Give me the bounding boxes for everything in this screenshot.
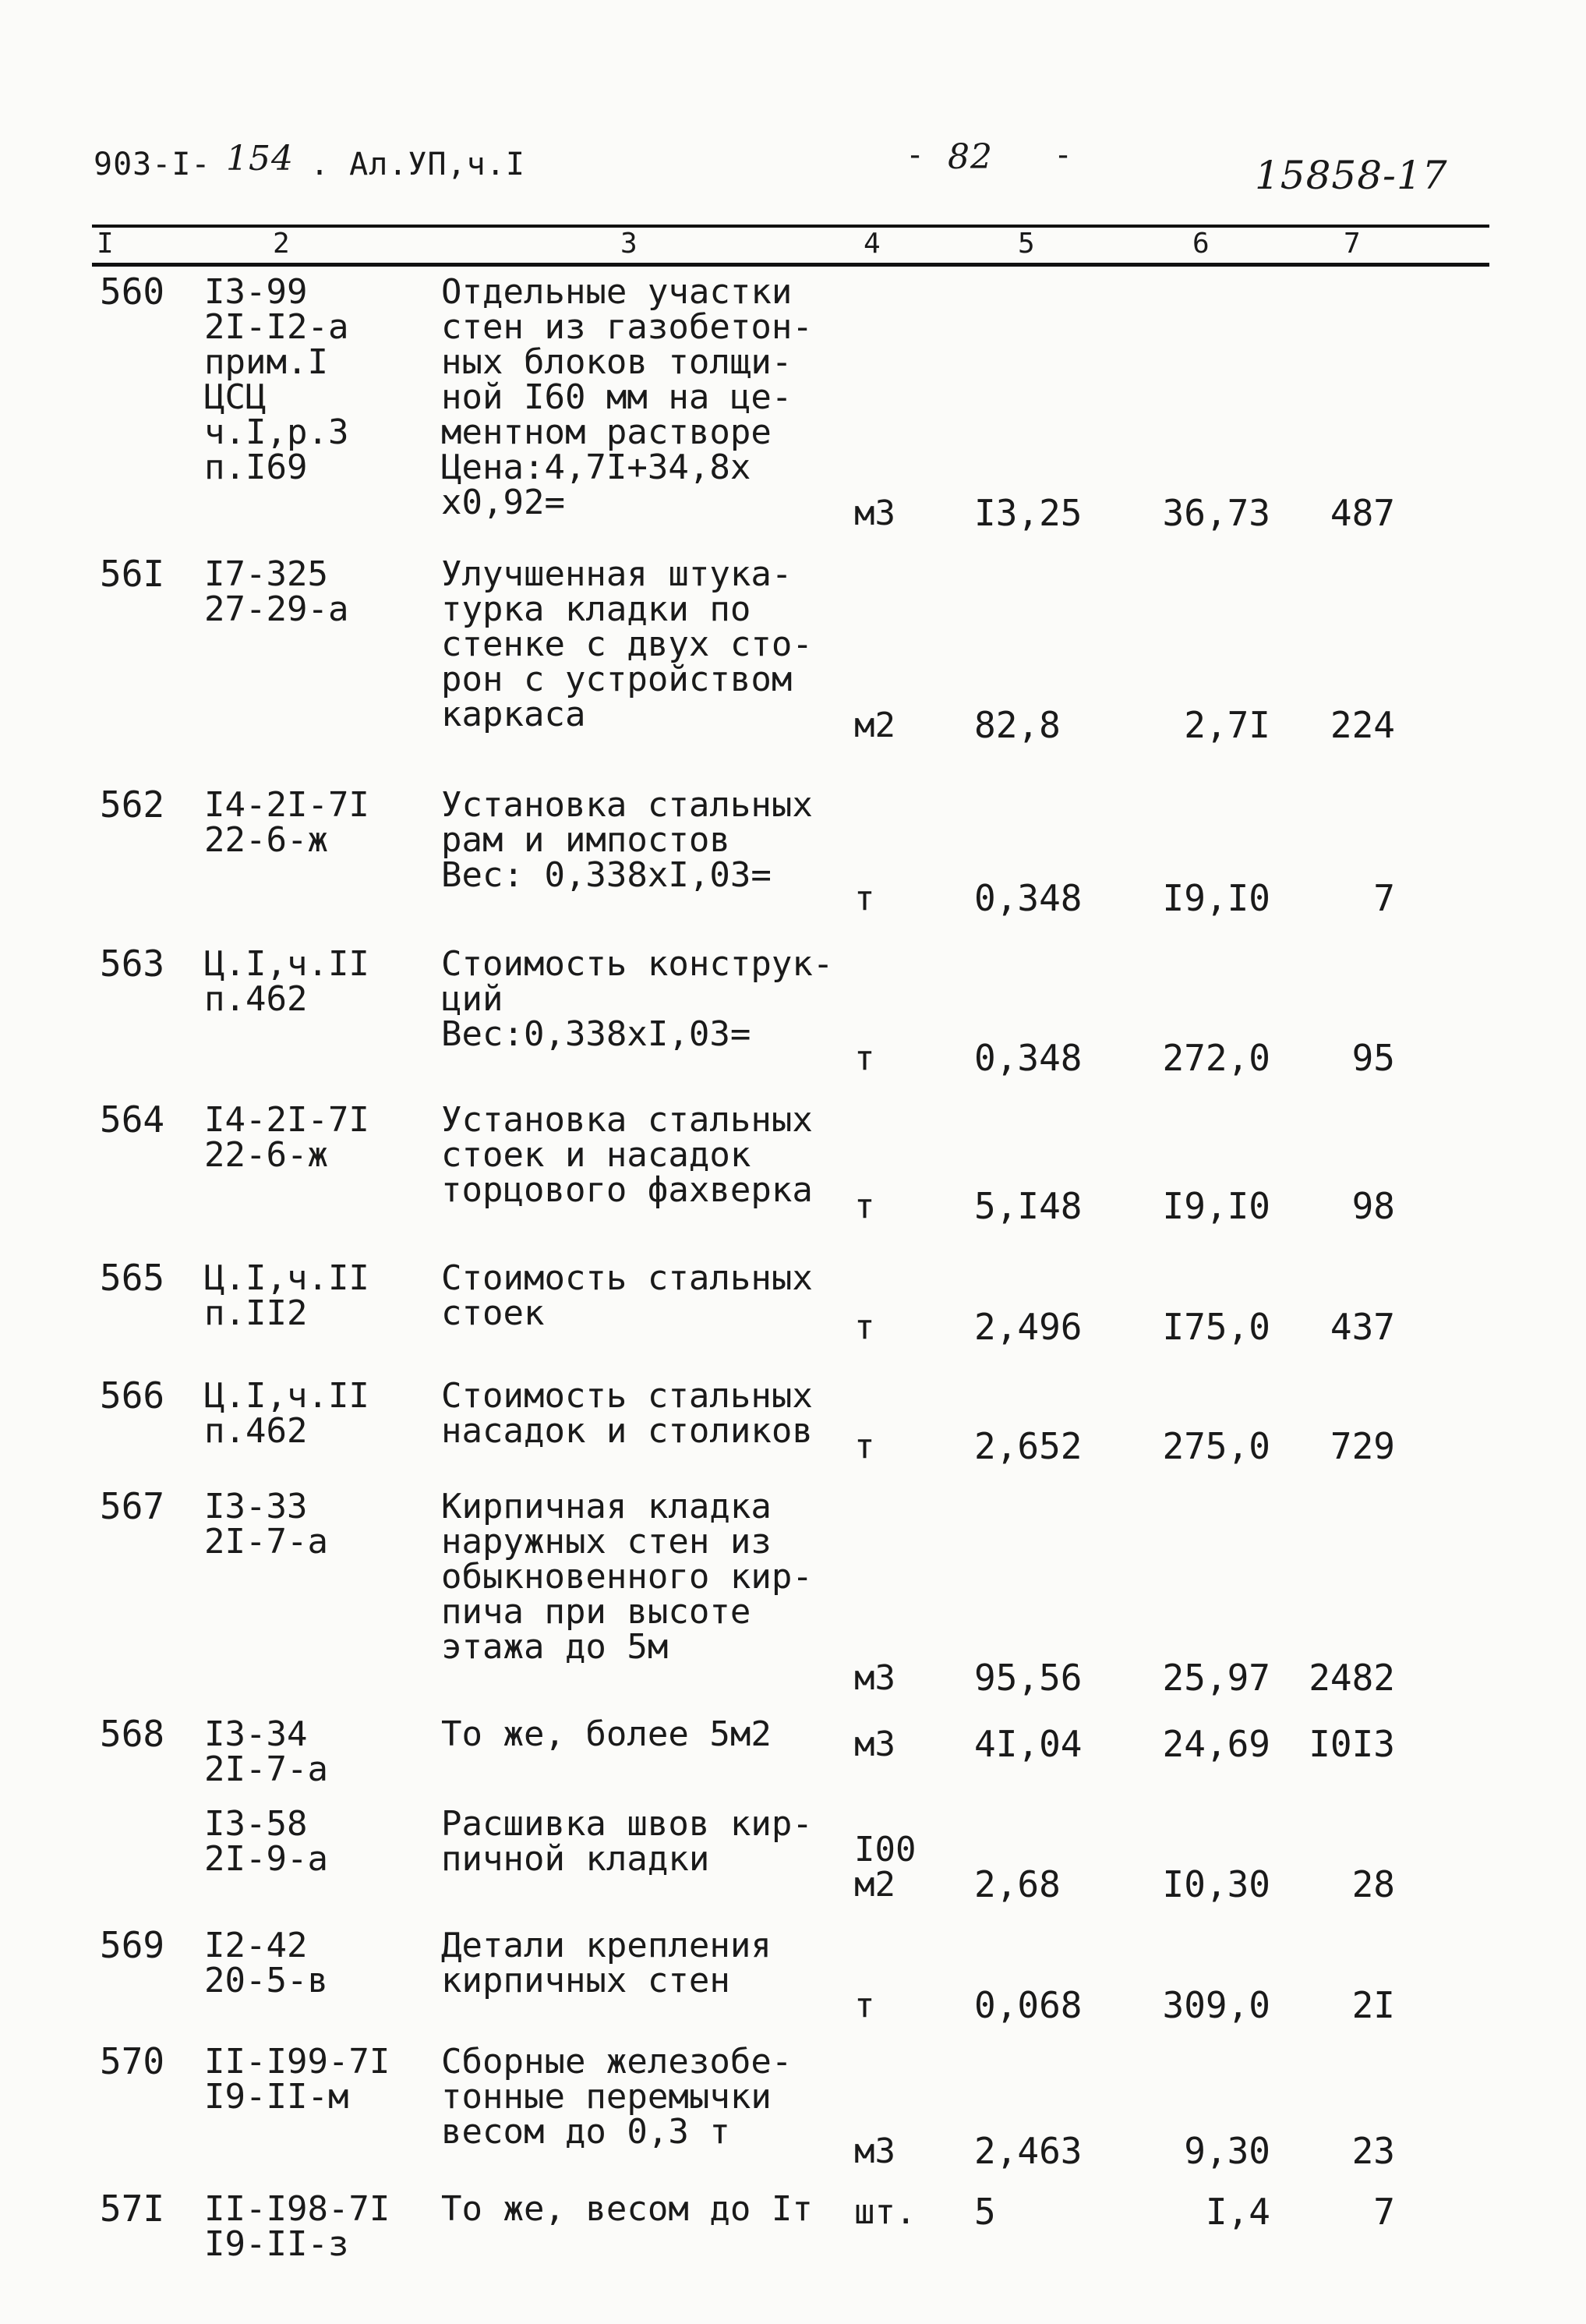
column-number: 2 [273,228,290,260]
unit-price: 275,0 [1162,1425,1270,1467]
quantity: 4I,04 [974,1723,1083,1765]
quantity: 2,68 [974,1863,1061,1905]
total-cost: 95 [1351,1037,1395,1079]
norm-code: II-I99-7I I9-II-м [204,2042,390,2117]
column-number: 3 [620,228,638,260]
column-number: 6 [1192,228,1210,260]
total-cost: 224 [1330,704,1395,746]
norm-code: I2-42 20-5-в [204,1926,328,2000]
norm-code: I7-325 27-29-а [204,554,349,629]
quantity: 0,348 [974,877,1083,919]
work-description: Установка стальных стоек и насадок торцового фахверка [441,1100,813,1210]
work-description: Установка стальных рам и импостов Вес: 0,338хI,03= [441,785,813,895]
item-number: 568 [100,1713,165,1755]
total-cost: 2482 [1309,1657,1395,1699]
norm-code: I3-58 2I-9-а [204,1804,328,1879]
total-cost: 729 [1330,1425,1395,1467]
quantity: I3,25 [974,492,1083,534]
norm-code: Ц.I,ч.II п.II2 [204,1258,369,1333]
norm-code: Ц.I,ч.II п.462 [204,1376,369,1451]
item-number: 56I [100,553,165,595]
unit-price: 25,97 [1162,1657,1270,1699]
total-cost: 98 [1351,1185,1395,1227]
norm-code: II-I98-7I I9-II-з [204,2189,390,2264]
unit: м3 [854,1724,895,1764]
unit-price: 36,73 [1162,492,1270,534]
total-cost: 437 [1330,1306,1395,1348]
unit: т [854,1307,875,1347]
item-number: 570 [100,2040,165,2082]
unit-price: 24,69 [1162,1723,1270,1765]
work-description: Стоимость стальных стоек [441,1258,813,1333]
work-description: То же, более 5м2 [441,1714,772,1754]
column-number: I [97,228,114,260]
unit: м3 [854,2131,895,2171]
norm-code: Ц.I,ч.II п.462 [204,944,369,1019]
document-code-handwritten: 154 [226,139,294,179]
table-top-rule [92,225,1489,228]
unit-price: I0,30 [1162,1863,1270,1905]
unit-price: I9,I0 [1162,877,1270,919]
unit-price: 272,0 [1162,1037,1270,1079]
norm-code: I3-34 2I-7-а [204,1714,328,1789]
quantity: 2,652 [974,1425,1083,1467]
unit-price: 309,0 [1162,1984,1270,2026]
document-code: 903-I- [94,147,211,182]
unit: I00 м2 [854,1830,917,1905]
item-number: 567 [100,1485,165,1527]
quantity: 5,I48 [974,1185,1083,1227]
work-description: Отдельные участки стен из газобетон- ных блоков толщи- ной I60 мм на це- ментном растворе Цена:4,7I+34,8х х0,92= [441,272,813,522]
sheet-reference: 15858-17 [1255,153,1448,198]
unit: т [854,879,875,918]
unit-price: 2,7I [1184,704,1270,746]
quantity: 82,8 [974,704,1061,746]
work-description: Детали крепления кирпичных стен [441,1926,772,2000]
unit-price: I,4 [1205,2191,1270,2233]
item-number: 560 [100,271,165,313]
unit-price: I75,0 [1162,1306,1270,1348]
unit: т [854,1038,875,1078]
work-description: Стоимость стальных насадок и столиков [441,1376,813,1451]
unit: м2 [854,706,895,745]
item-number: 565 [100,1257,165,1299]
item-number: 566 [100,1374,165,1417]
item-number: 563 [100,943,165,985]
page-dash-right: - [1054,137,1074,173]
page-number: 82 [948,137,993,177]
total-cost: I0I3 [1309,1723,1395,1765]
item-number: 562 [100,784,165,826]
album-reference: . Ал.УП,ч.I [310,147,525,182]
unit: т [854,1986,875,2025]
unit-price: 9,30 [1184,2130,1270,2172]
item-number: 57I [100,2188,165,2230]
item-number: 564 [100,1098,165,1141]
work-description: Сборные железобе- тонные перемычки весом до 0,3 т [441,2042,793,2152]
total-cost: 487 [1330,492,1395,534]
work-description: Стоимость конструк- ций Вес:0,338хI,03= [441,944,834,1054]
column-number: 5 [1018,228,1035,260]
quantity: 2,463 [974,2130,1083,2172]
unit: шт. [854,2192,917,2232]
total-cost: 7 [1373,877,1395,919]
unit-price: I9,I0 [1162,1185,1270,1227]
column-number: 4 [864,228,881,260]
item-number: 569 [100,1924,165,1966]
quantity: 2,496 [974,1306,1083,1348]
total-cost: 28 [1351,1863,1395,1905]
work-description: Кирпичная кладка наружных стен из обыкновенного кир- пича при высоте этажа до 5м [441,1487,813,1667]
quantity: 5 [974,2191,996,2233]
unit: м3 [854,493,895,533]
total-cost: 23 [1351,2130,1395,2172]
unit: м3 [854,1658,895,1698]
table-header-rule [92,263,1489,267]
work-description: Расшивка швов кир- пичной кладки [441,1804,813,1879]
total-cost: 2I [1351,1984,1395,2026]
norm-code: I3-33 2I-7-а [204,1487,328,1562]
total-cost: 7 [1373,2191,1395,2233]
norm-code: I3-99 2I-I2-а прим.I ЦСЦ ч.I,р.3 п.I69 [204,272,349,487]
unit: т [854,1187,875,1226]
column-number: 7 [1344,228,1361,260]
quantity: 0,068 [974,1984,1083,2026]
quantity: 0,348 [974,1037,1083,1079]
work-description: То же, весом до Iт [441,2189,813,2229]
work-description: Улучшенная штука- турка кладки по стенке с двух сто- рон с устройством каркаса [441,554,813,734]
norm-code: I4-2I-7I 22-6-ж [204,785,369,860]
page-dash-left: - [906,137,926,173]
norm-code: I4-2I-7I 22-6-ж [204,1100,369,1175]
quantity: 95,56 [974,1657,1083,1699]
unit: т [854,1427,875,1466]
